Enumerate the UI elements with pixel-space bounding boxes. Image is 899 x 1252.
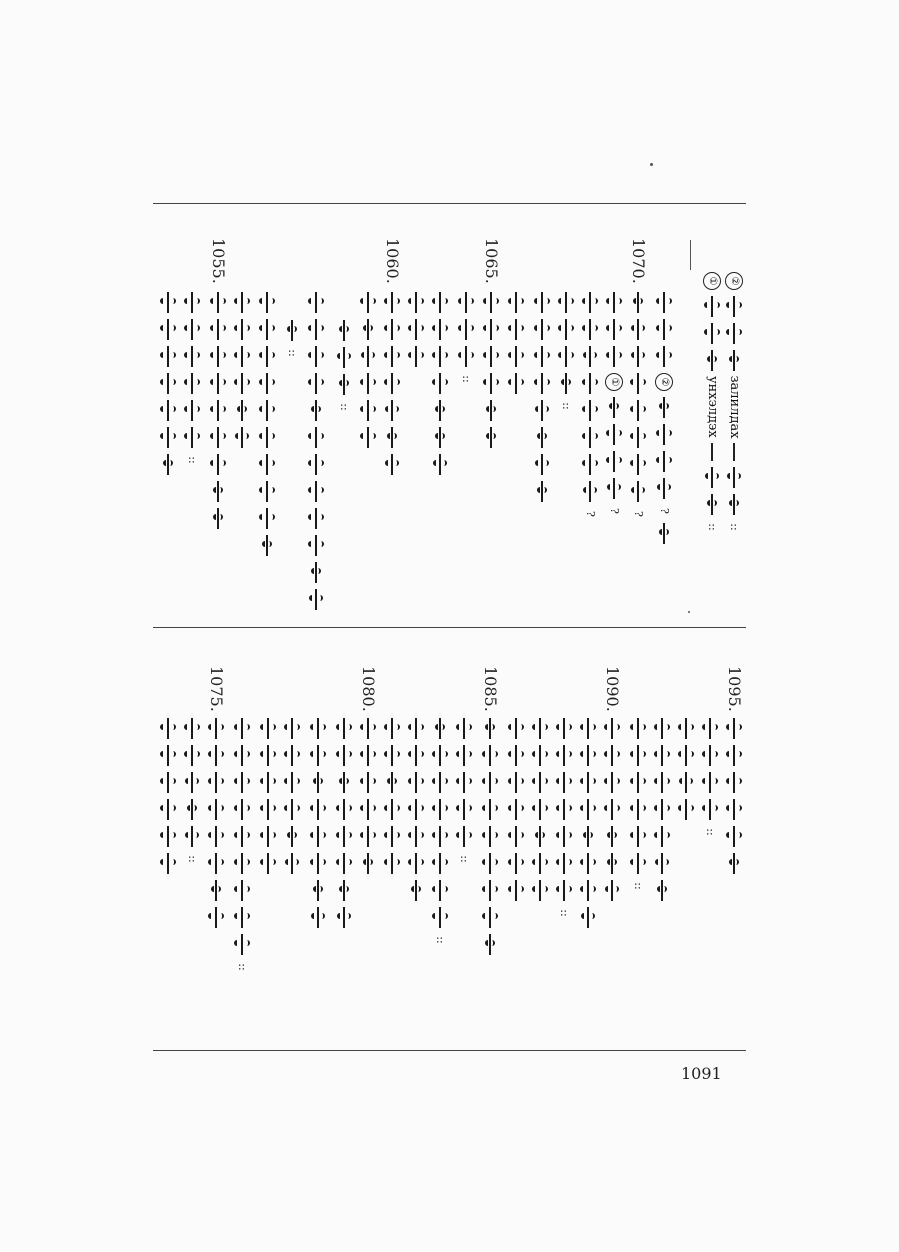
punctuation: :: — [236, 963, 249, 971]
punctuation: :: — [558, 909, 571, 917]
line-number: 1070. — [629, 238, 648, 284]
line-number: 1095. — [725, 666, 744, 712]
footnote-2-gloss: залилдах — [727, 375, 742, 439]
footnote-1-marker: ① — [703, 272, 721, 290]
top-rule — [153, 203, 746, 204]
punctuation: :: — [460, 375, 473, 383]
punctuation: :: — [632, 882, 645, 890]
punctuation: :: — [704, 828, 717, 836]
footnote-ref-2: ② — [655, 373, 673, 391]
em-dash — [733, 443, 735, 461]
punctuation: :: — [728, 523, 741, 531]
line-number: 1065. — [482, 238, 501, 284]
question-mark: ? — [632, 511, 645, 517]
punctuation: :: — [286, 349, 299, 357]
bottom-rule — [153, 1050, 746, 1051]
punctuation: :: — [186, 456, 199, 464]
punctuation: :: — [458, 855, 471, 863]
punctuation: :: — [186, 855, 199, 863]
footnote-2-marker: ② — [725, 272, 743, 290]
question-mark: ? — [658, 508, 671, 514]
speck — [688, 611, 690, 613]
footnote-1-gloss: yнхэлдэх — [705, 376, 720, 438]
footnote-ref-1: ① — [605, 373, 623, 391]
question-mark: ? — [584, 511, 597, 517]
line-number: 1055. — [209, 238, 228, 284]
question-mark: ? — [608, 508, 621, 514]
line-number: 1060. — [383, 238, 402, 284]
line-number: 1075. — [207, 666, 226, 712]
line-number: 1080. — [359, 666, 378, 712]
line-number: 1085. — [481, 666, 500, 712]
punctuation: :: — [434, 936, 447, 944]
em-dash — [711, 443, 713, 461]
punctuation: :: — [560, 402, 573, 410]
speck — [650, 163, 653, 166]
punctuation: :: — [706, 523, 719, 531]
punctuation: :: — [338, 403, 351, 411]
page-number: 1091 — [681, 1064, 722, 1083]
footnote-rule — [690, 240, 691, 270]
line-number: 1090. — [603, 666, 622, 712]
middle-rule — [153, 627, 746, 628]
